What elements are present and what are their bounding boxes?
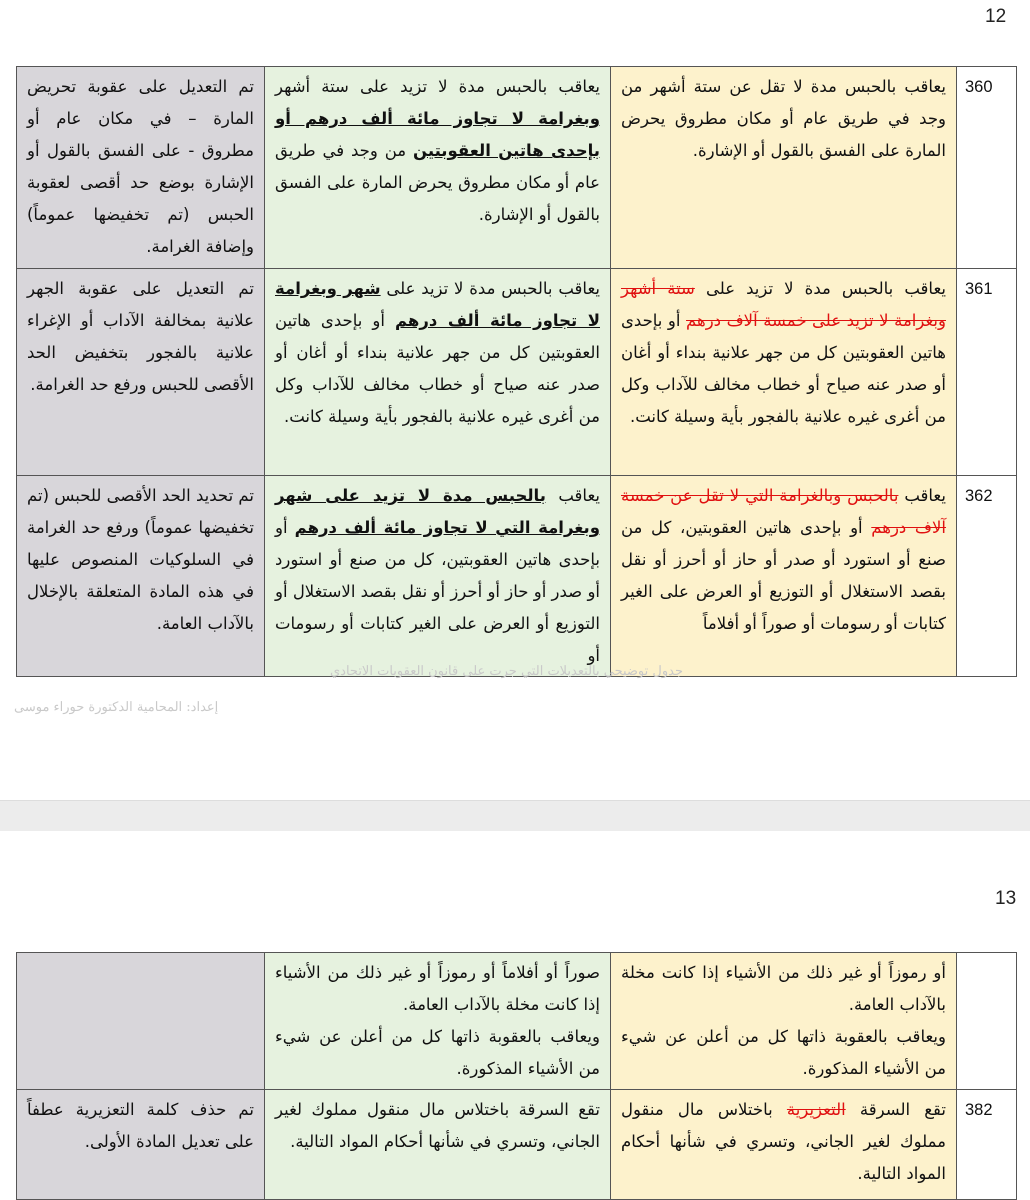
text-segment: باختلاس مال منقول مملوك لغير الجاني، وتسري في شأنها أحكام المواد التالية. bbox=[621, 1100, 946, 1183]
page-number: 12 bbox=[985, 6, 1007, 27]
text-segment: أو بإحدى هاتين العقوبتين كل من جهر علانية بنداء أو أغان أو صدر عنه صياح أو خطاب مخالف للآداب وكل من أغرى غيره علانية بالفجور بأية وسيلة كانت. bbox=[275, 311, 600, 426]
new-text-cell bbox=[265, 67, 611, 269]
old-text-cell bbox=[611, 269, 957, 476]
deleted-text: بالحبس وبالغرامة التي لا تقل عن خمسة آلاف درهم bbox=[621, 486, 947, 537]
text-segment: أو رموزاً أو غير ذلك من الأشياء إذا كانت مخلة بالآداب العامة. bbox=[621, 963, 946, 1014]
note-cell: تم حذف كلمة التعزيرية عطفاً على تعديل المادة الأولى. bbox=[17, 1090, 265, 1200]
old-text-cell bbox=[611, 67, 957, 269]
text-segment: يعاقب bbox=[545, 486, 600, 505]
text-segment: يعاقب bbox=[898, 486, 946, 505]
added-text: شهر وبغرامة لا تجاوز مائة ألف درهم bbox=[275, 279, 600, 330]
table-row bbox=[17, 476, 1017, 677]
table-row bbox=[17, 1090, 1017, 1200]
article-number: 360 bbox=[957, 67, 1017, 269]
text-segment: يعاقب بالحبس مدة لا تقل عن ستة أشهر من وجد في طريق عام أو مكان مطروق يحرض المارة على الفسق بالقول أو الإشارة. bbox=[621, 77, 946, 160]
table-row bbox=[17, 953, 1017, 1090]
article-number: 382 bbox=[957, 1090, 1017, 1200]
old-text-cell bbox=[611, 953, 957, 1090]
text-segment: أو بإحدى هاتين العقوبتين، كل من صنع أو استورد أو صدر أو حاز أو أحرز أو نقل بقصد الاستغلال أو التوزيع أو العرض على الغير كتابات أو رسومات أو صوراً أو أفلاماً bbox=[621, 518, 946, 633]
watermark-author: إعداد: المحامية الدكتورة حوراء موسى bbox=[14, 700, 219, 715]
text-segment: أو بإحدى هاتين العقوبتين كل من جهر علانية بنداء أو أغان أو صدر عنه صياح أو خطاب مخالف للآداب وكل من أغرى غيره علانية بالفجور بأية وسيلة كانت. bbox=[621, 311, 946, 426]
article-number: 361 bbox=[957, 269, 1017, 476]
table-row bbox=[17, 269, 1017, 476]
new-text-cell bbox=[265, 269, 611, 476]
text-segment: يعاقب بالحبس مدة لا تزيد على bbox=[380, 279, 600, 298]
text-segment: ويعاقب بالعقوبة ذاتها كل من أعلن عن شيء من الأشياء المذكورة. bbox=[621, 1027, 946, 1078]
amendments-table-page-13 bbox=[16, 952, 1017, 1200]
text-segment: ويعاقب بالعقوبة ذاتها كل من أعلن عن شيء من الأشياء المذكورة. bbox=[275, 1027, 600, 1078]
text-segment: تقع السرقة باختلاس مال منقول مملوك لغير الجاني، وتسري في شأنها أحكام المواد التالية. bbox=[275, 1100, 600, 1151]
watermark-title: جدول توضيحي بالتعديلات التي جرت على قانون العقوبات الاتحادي bbox=[330, 664, 683, 679]
new-text-cell bbox=[265, 476, 611, 677]
text-segment: أو بإحدى هاتين العقوبتين، كل من صنع أو استورد أو صدر أو حاز أو أحرز أو نقل بقصد الاستغلال أو التوزيع أو العرض على الغير كتابات أو رسومات أو bbox=[275, 518, 600, 665]
text-segment: يعاقب بالحبس مدة لا تزيد على bbox=[694, 279, 947, 298]
old-text-cell bbox=[611, 476, 957, 677]
deleted-text: التعزيرية bbox=[786, 1100, 846, 1119]
new-text-cell bbox=[265, 1090, 611, 1200]
text-segment: من وجد في طريق عام أو مكان مطروق يحرض المارة على الفسق بالقول أو الإشارة. bbox=[275, 141, 600, 224]
page-separator bbox=[0, 800, 1030, 831]
table-row bbox=[17, 67, 1017, 269]
text-segment: يعاقب بالحبس مدة لا تزيد على ستة أشهر bbox=[275, 77, 600, 96]
page-number: 13 bbox=[995, 888, 1017, 909]
text-segment: صوراً أو أفلاماً أو رموزاً أو غير ذلك من الأشياء إذا كانت مخلة بالآداب العامة. bbox=[275, 963, 600, 1014]
note-cell: تم التعديل على عقوبة تحريض المارة – في مكان عام أو مطروق - على الفسق بالقول أو الإشارة بوضع حد أقصى لعقوبة الحبس (تم تخفيضها عموماً) وإضافة الغرامة. bbox=[17, 67, 265, 269]
old-text-cell bbox=[611, 1090, 957, 1200]
note-cell: تم تحديد الحد الأقصى للحبس (تم تخفيضها عموماً) ورفع حد الغرامة في السلوكيات المنصوص عليها في هذه المادة المتعلقة بالإخلال بالآداب العامة. bbox=[17, 476, 265, 677]
new-text-cell bbox=[265, 953, 611, 1090]
deleted-text: ستة أشهر وبغرامة لا تزيد على خمسة آلاف درهم bbox=[621, 279, 946, 330]
text-segment: تقع السرقة bbox=[845, 1100, 946, 1119]
note-cell bbox=[17, 953, 265, 1090]
amendments-table-page-12 bbox=[16, 66, 1017, 677]
article-number: 362 bbox=[957, 476, 1017, 677]
note-cell: تم التعديل على عقوبة الجهر علانية بمخالفة الآداب أو الإغراء علانية بالفجور بتخفيض الحد الأقصى للحبس ورفع حد الغرامة. bbox=[17, 269, 265, 476]
article-number bbox=[957, 953, 1017, 1090]
added-text: بالحبس مدة لا تزيد على شهر وبغرامة التي لا تجاوز مائة ألف درهم bbox=[275, 486, 600, 537]
added-text: وبغرامة لا تجاوز مائة ألف درهم أو بإحدى هاتين العقوبتين bbox=[275, 109, 600, 160]
